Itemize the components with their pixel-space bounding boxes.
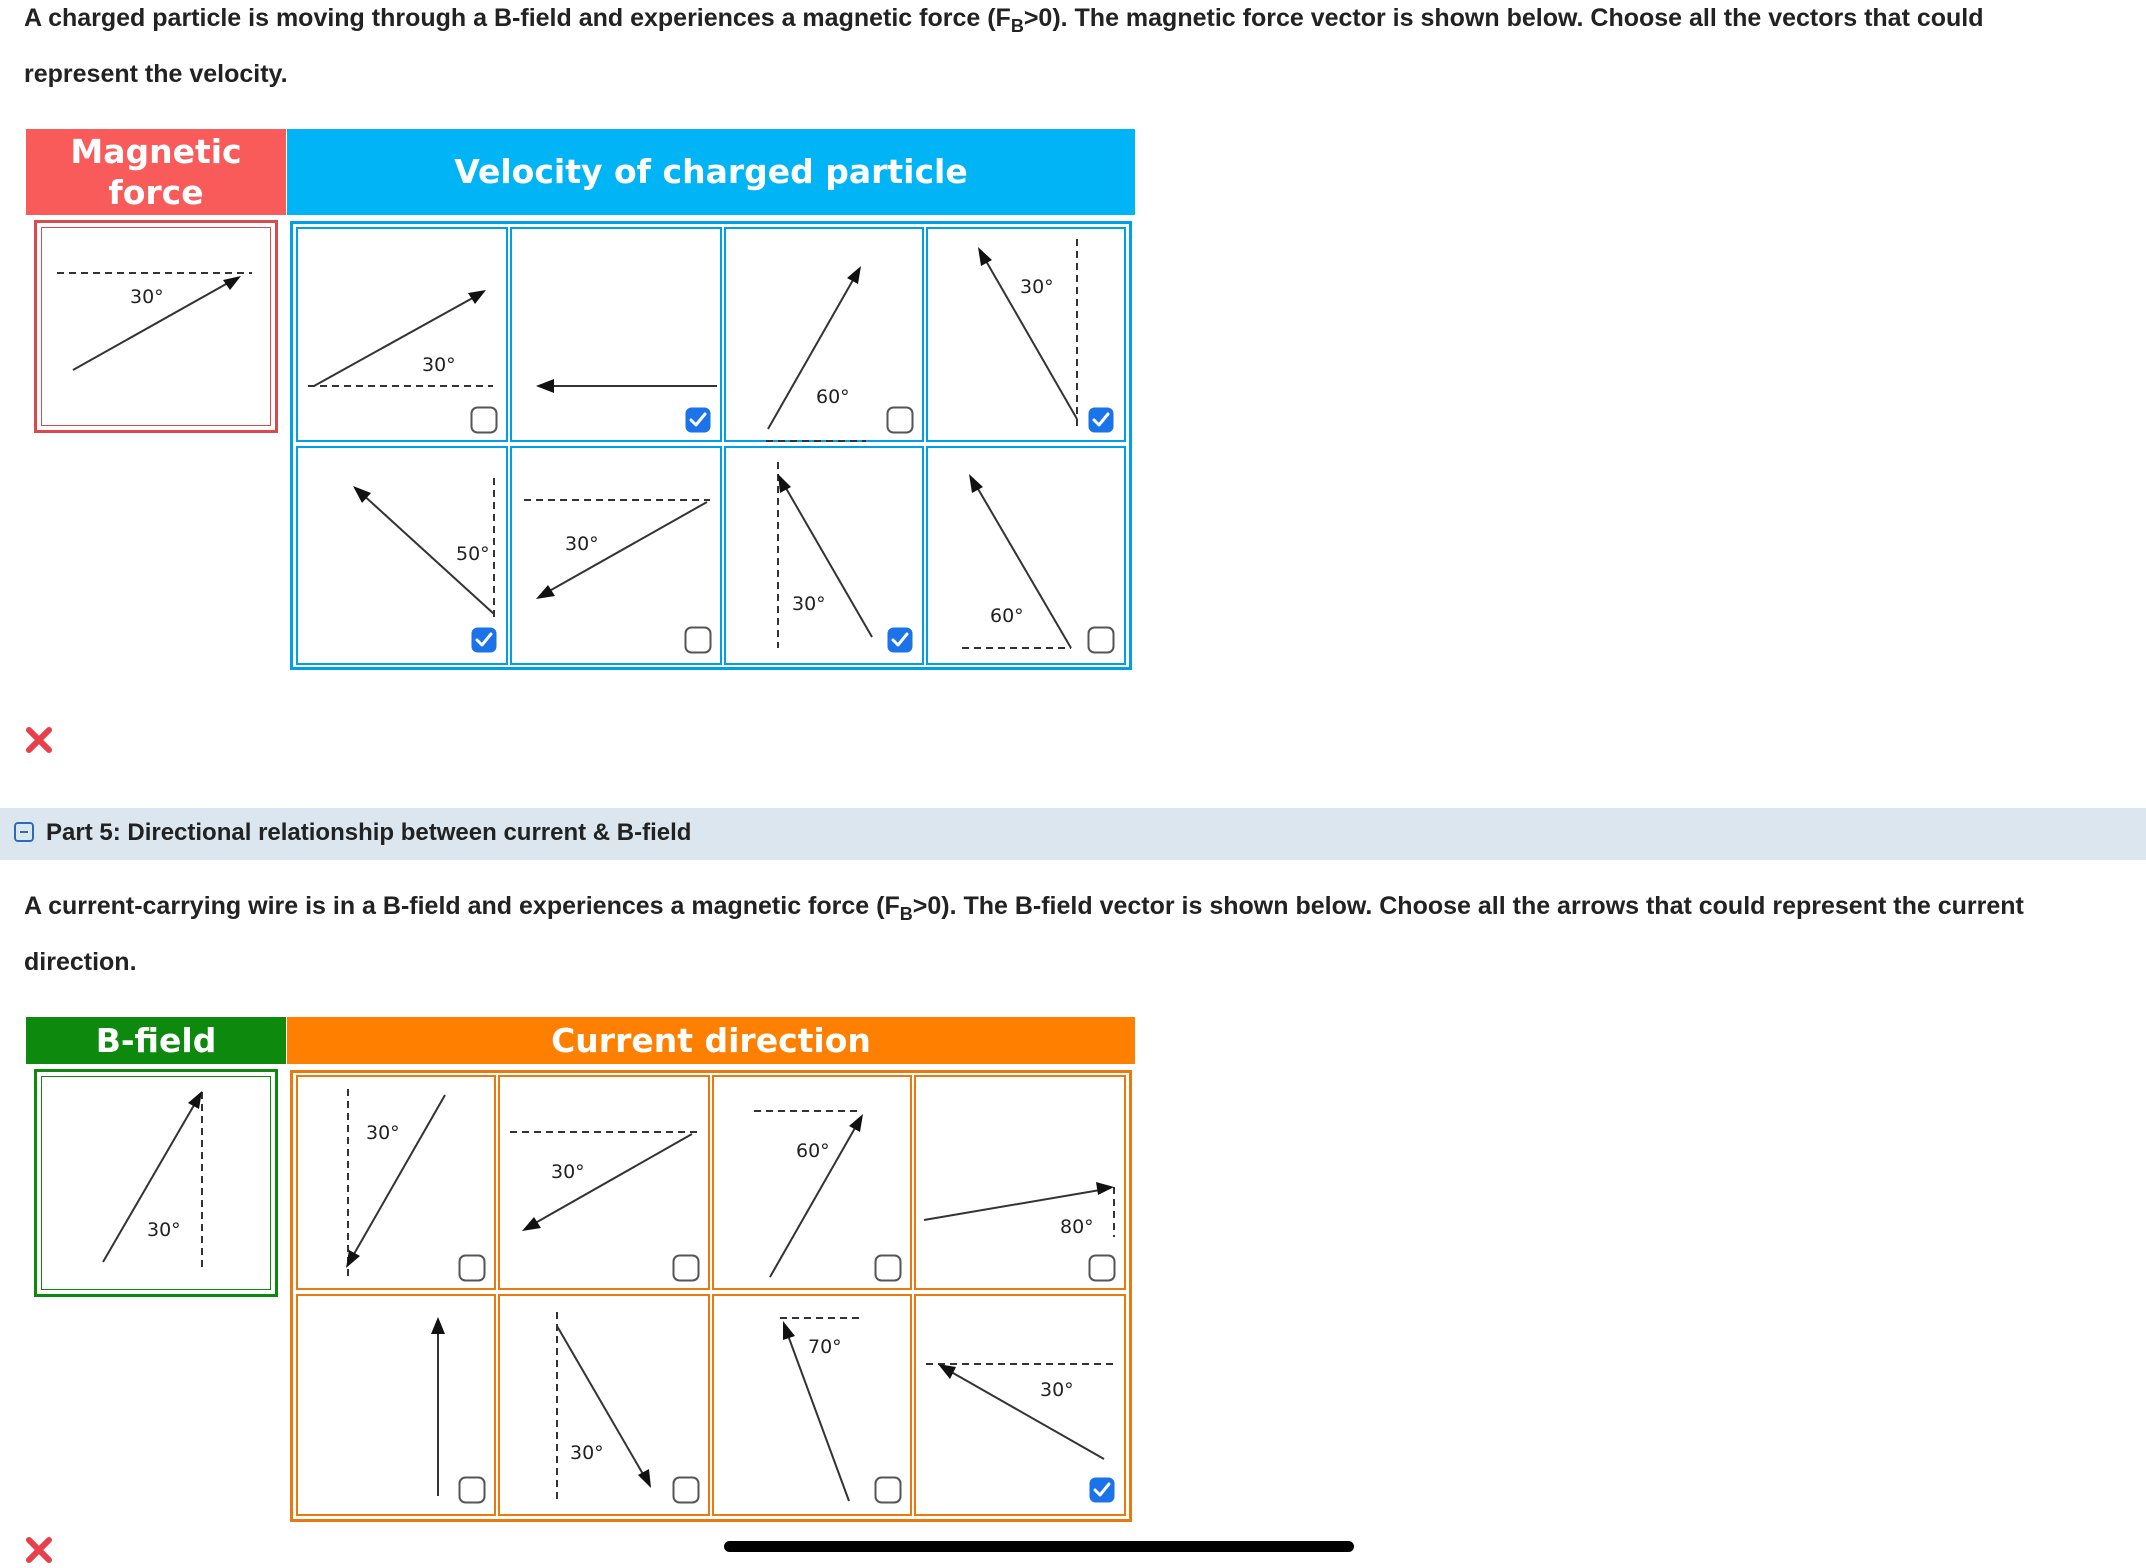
checkbox-empty-icon [1087, 626, 1115, 654]
current-option-8[interactable] [914, 1294, 1126, 1516]
checkbox-checked-icon [1088, 1476, 1116, 1504]
checkbox-empty-icon [874, 1476, 902, 1504]
velocity-option-8-angle: 60° [990, 605, 1024, 627]
velocity-option-1-checkbox[interactable] [470, 406, 498, 434]
velocity-option-3-angle: 60° [816, 386, 850, 408]
current-option-1[interactable] [296, 1075, 496, 1290]
bfield-diagram [37, 1072, 281, 1300]
question-1-prompt [24, 0, 2114, 98]
question-2-prompt [24, 882, 2114, 986]
checkbox-empty-icon [470, 406, 498, 434]
velocity-option-5[interactable] [296, 446, 508, 665]
velocity-option-4[interactable] [926, 227, 1126, 442]
velocity-option-6-checkbox[interactable] [684, 626, 712, 654]
velocity-option-3-checkbox[interactable] [886, 406, 914, 434]
checkbox-empty-icon [458, 1476, 486, 1504]
collapse-icon[interactable] [14, 822, 34, 842]
checkbox-empty-icon [874, 1254, 902, 1282]
velocity-option-2-checkbox[interactable] [684, 406, 712, 434]
checkbox-empty-icon [672, 1254, 700, 1282]
velocity-option-4-checkbox[interactable] [1087, 406, 1115, 434]
current-option-4-checkbox[interactable] [1088, 1254, 1116, 1282]
question-1-text: A charged particle is moving through a B-field and experiences a magnetic force (F [24, 4, 1011, 32]
current-option-8-checkbox[interactable] [1088, 1476, 1116, 1504]
velocity-option-7-angle: 30° [792, 593, 826, 615]
current-option-2-angle: 30° [551, 1161, 585, 1183]
velocity-option-6[interactable] [510, 446, 722, 665]
part-5-title: Part 5: Directional relationship between current & B-field [46, 819, 692, 846]
velocity-option-6-angle: 30° [565, 533, 599, 555]
question-2-text: A current-carrying wire is in a B-field and experiences a magnetic force (F [24, 892, 900, 920]
current-option-4-angle: 80° [1060, 1216, 1094, 1238]
current-option-6[interactable] [498, 1294, 710, 1516]
current-option-5-checkbox[interactable] [458, 1476, 486, 1504]
checkbox-checked-icon [1087, 406, 1115, 434]
velocity-option-2[interactable] [510, 227, 722, 442]
checkbox-checked-icon [684, 406, 712, 434]
current-option-2-checkbox[interactable] [672, 1254, 700, 1282]
given-angle-label: 30° [130, 286, 164, 308]
home-indicator[interactable] [724, 1541, 1354, 1552]
current-option-2[interactable] [498, 1075, 710, 1290]
checkbox-empty-icon [672, 1476, 700, 1504]
current-option-3[interactable] [712, 1075, 912, 1290]
magnetic-force-header-line2: force [108, 173, 204, 212]
checkbox-empty-icon [684, 626, 712, 654]
question-2-text-line2: direction. [24, 948, 137, 976]
current-option-1-angle: 30° [366, 1122, 400, 1144]
question-1-text-cont: >0). The magnetic force vector is shown below. Choose all the vectors that could [1023, 4, 1984, 32]
checkbox-checked-icon [886, 626, 914, 654]
current-option-7[interactable] [712, 1294, 912, 1516]
incorrect-x-icon [24, 725, 54, 755]
current-option-4[interactable] [914, 1075, 1126, 1290]
question-1-text-line2: represent the velocity. [24, 60, 288, 88]
velocity-option-1-angle: 30° [422, 354, 456, 376]
current-option-6-checkbox[interactable] [672, 1476, 700, 1504]
velocity-option-4-angle: 30° [1020, 276, 1054, 298]
velocity-option-1[interactable] [296, 227, 508, 442]
velocity-option-8-checkbox[interactable] [1087, 626, 1115, 654]
checkbox-empty-icon [458, 1254, 486, 1282]
velocity-option-5-checkbox[interactable] [470, 626, 498, 654]
question-1-subscript: B [1010, 16, 1024, 36]
current-option-7-angle: 70° [808, 1336, 842, 1358]
magnetic-force-diagram [37, 223, 281, 436]
checkbox-checked-icon [470, 626, 498, 654]
checkbox-empty-icon [1088, 1254, 1116, 1282]
current-option-7-checkbox[interactable] [874, 1476, 902, 1504]
velocity-option-7[interactable] [724, 446, 924, 665]
bfield-given-cell [34, 1069, 278, 1297]
current-option-3-angle: 60° [796, 1140, 830, 1162]
velocity-header: Velocity of charged particle [287, 129, 1135, 215]
current-direction-header: Current direction [287, 1017, 1135, 1064]
current-option-3-checkbox[interactable] [874, 1254, 902, 1282]
current-option-8-angle: 30° [1040, 1379, 1074, 1401]
incorrect-x-icon-2 [24, 1535, 54, 1565]
velocity-option-3[interactable] [724, 227, 924, 442]
magnetic-force-header [26, 129, 286, 215]
current-option-5[interactable] [296, 1294, 496, 1516]
question-2-text-cont: >0). The B-field vector is shown below. Choose all the arrows that could represent the current [912, 892, 2024, 920]
current-option-6-angle: 30° [570, 1442, 604, 1464]
magnetic-force-header-line1: Magnetic [70, 131, 242, 171]
velocity-option-5-angle: 50° [456, 543, 490, 565]
current-option-1-checkbox[interactable] [458, 1254, 486, 1282]
velocity-option-7-checkbox[interactable] [886, 626, 914, 654]
velocity-option-8[interactable] [926, 446, 1126, 665]
bfield-angle-label: 30° [147, 1219, 181, 1241]
part-5-header[interactable] [0, 808, 2146, 860]
magnetic-force-given-cell [34, 220, 278, 433]
question-2-subscript: B [899, 904, 913, 924]
checkbox-empty-icon [886, 406, 914, 434]
bfield-header: B-field [26, 1017, 286, 1064]
